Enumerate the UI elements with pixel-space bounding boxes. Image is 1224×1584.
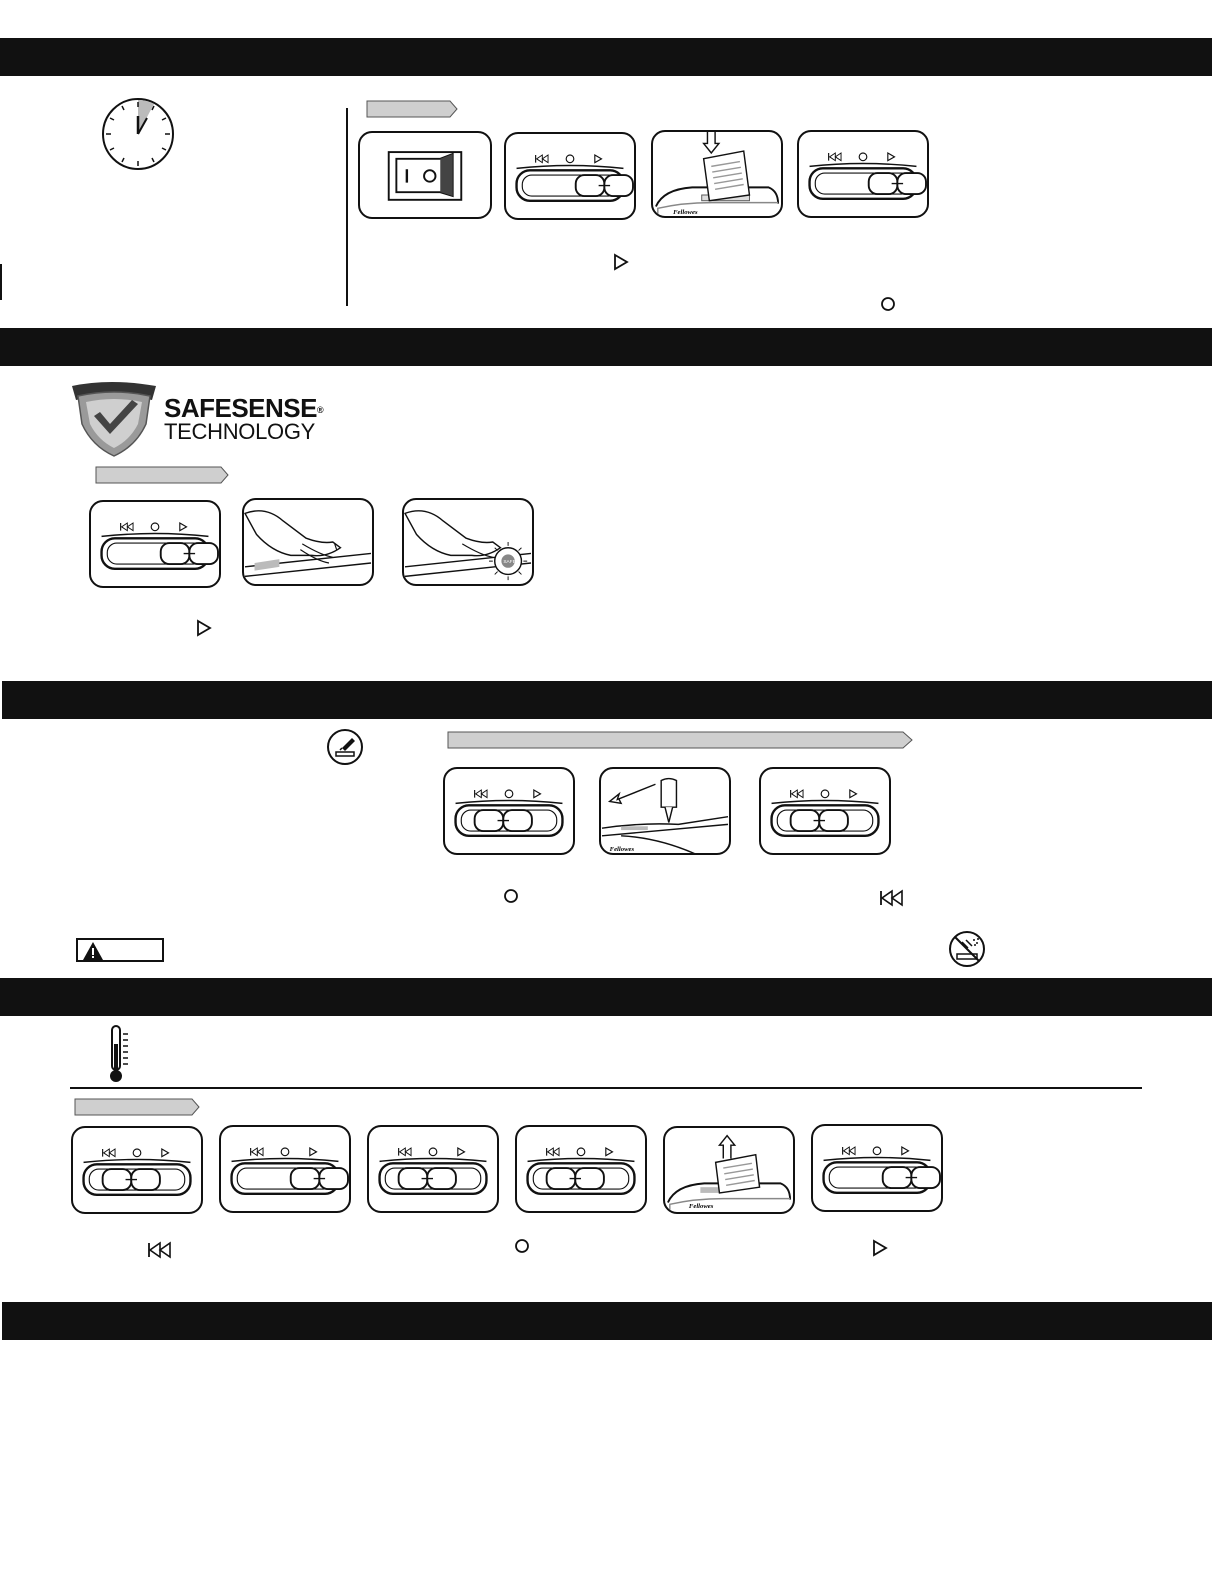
- left-edge-mark: [0, 264, 2, 300]
- forward-icon: [870, 1238, 890, 1258]
- thermometer-icon: [106, 1024, 132, 1084]
- step-tab-long: [447, 731, 913, 749]
- reverse-icon: [121, 523, 133, 531]
- switch-panel-reverse-5: [515, 1125, 647, 1213]
- forward-icon: [606, 1148, 613, 1156]
- forward-icon: [162, 1149, 169, 1157]
- step-tab: [74, 1098, 200, 1116]
- forward-icon: [888, 153, 895, 161]
- product-label: Fellowes: [609, 846, 635, 853]
- hand-touch-panel: [242, 498, 374, 586]
- paper-remove-panel: [663, 1126, 795, 1214]
- section-divider: [346, 108, 348, 306]
- forward-icon: [850, 790, 857, 798]
- off-icon: [512, 1236, 532, 1256]
- safe-led-label: SAFE: [503, 560, 516, 565]
- reverse-icon: [547, 1148, 559, 1156]
- section-rule: [70, 1087, 1142, 1089]
- product-label: Fellowes: [673, 209, 698, 216]
- forward-icon: [595, 155, 602, 163]
- brand-reg: ®: [317, 405, 324, 415]
- step-tab: [366, 100, 458, 118]
- reverse-icon: [399, 1148, 411, 1156]
- section-header-bar: [2, 1302, 1212, 1340]
- off-icon: [151, 523, 159, 531]
- off-icon: [281, 1148, 289, 1156]
- warning-icon: [82, 941, 104, 961]
- forward-icon: [611, 252, 631, 272]
- off-icon: [859, 153, 867, 161]
- brand-sub: TECHNOLOGY: [164, 419, 316, 444]
- switch-panel-forward-5: [811, 1124, 943, 1212]
- forward-icon: [458, 1148, 465, 1156]
- forward-icon: [534, 790, 541, 798]
- section-header-bar: [0, 38, 1212, 76]
- safesense-logo: [164, 395, 323, 443]
- reverse-icon: [146, 1240, 174, 1260]
- switch-panel-forward: [504, 132, 636, 220]
- off-icon: [505, 790, 513, 798]
- off-icon: [577, 1148, 585, 1156]
- off-icon: [133, 1149, 141, 1157]
- paper-feed-panel: [651, 130, 783, 218]
- off-icon: [821, 790, 829, 798]
- switch-panel-forward-3: [89, 500, 221, 588]
- section-header-bar: [0, 978, 1212, 1016]
- switch-panel-forward-2: [797, 130, 929, 218]
- switch-panel-reverse-2: [759, 767, 891, 855]
- reverse-icon: [791, 790, 803, 798]
- reverse-icon: [536, 155, 548, 163]
- reverse-icon: [829, 153, 841, 161]
- step-tab: [95, 466, 229, 484]
- section-header-bar: [2, 681, 1212, 719]
- reverse-icon: [878, 888, 906, 908]
- brand-name: SAFESENSE: [164, 393, 317, 423]
- off-icon: [429, 1148, 437, 1156]
- shield-check-icon: [70, 380, 158, 458]
- no-aerosol-icon: [948, 930, 986, 968]
- forward-icon: [310, 1148, 317, 1156]
- reverse-icon: [103, 1149, 115, 1157]
- power-switch-panel: [358, 131, 492, 219]
- reverse-icon: [251, 1148, 263, 1156]
- reverse-icon: [475, 790, 487, 798]
- switch-panel-reverse-3: [71, 1126, 203, 1214]
- forward-icon: [194, 618, 214, 638]
- forward-icon: [902, 1147, 909, 1155]
- caution-box: [76, 938, 164, 962]
- oil-apply-panel: [599, 767, 731, 855]
- off-icon: [873, 1147, 881, 1155]
- hand-touch-led-panel: [402, 498, 534, 586]
- reverse-icon: [843, 1147, 855, 1155]
- section-header-bar: [0, 328, 1212, 366]
- clock-icon: [100, 96, 176, 172]
- switch-panel-reverse-4: [367, 1125, 499, 1213]
- oil-lubricate-icon: [326, 728, 364, 766]
- switch-panel-reverse: [443, 767, 575, 855]
- forward-icon: [180, 523, 187, 531]
- off-icon: [878, 294, 898, 314]
- product-label: Fellowes: [688, 1203, 714, 1211]
- switch-panel-forward-4: [219, 1125, 351, 1213]
- off-icon: [566, 155, 574, 163]
- off-icon: [501, 886, 521, 906]
